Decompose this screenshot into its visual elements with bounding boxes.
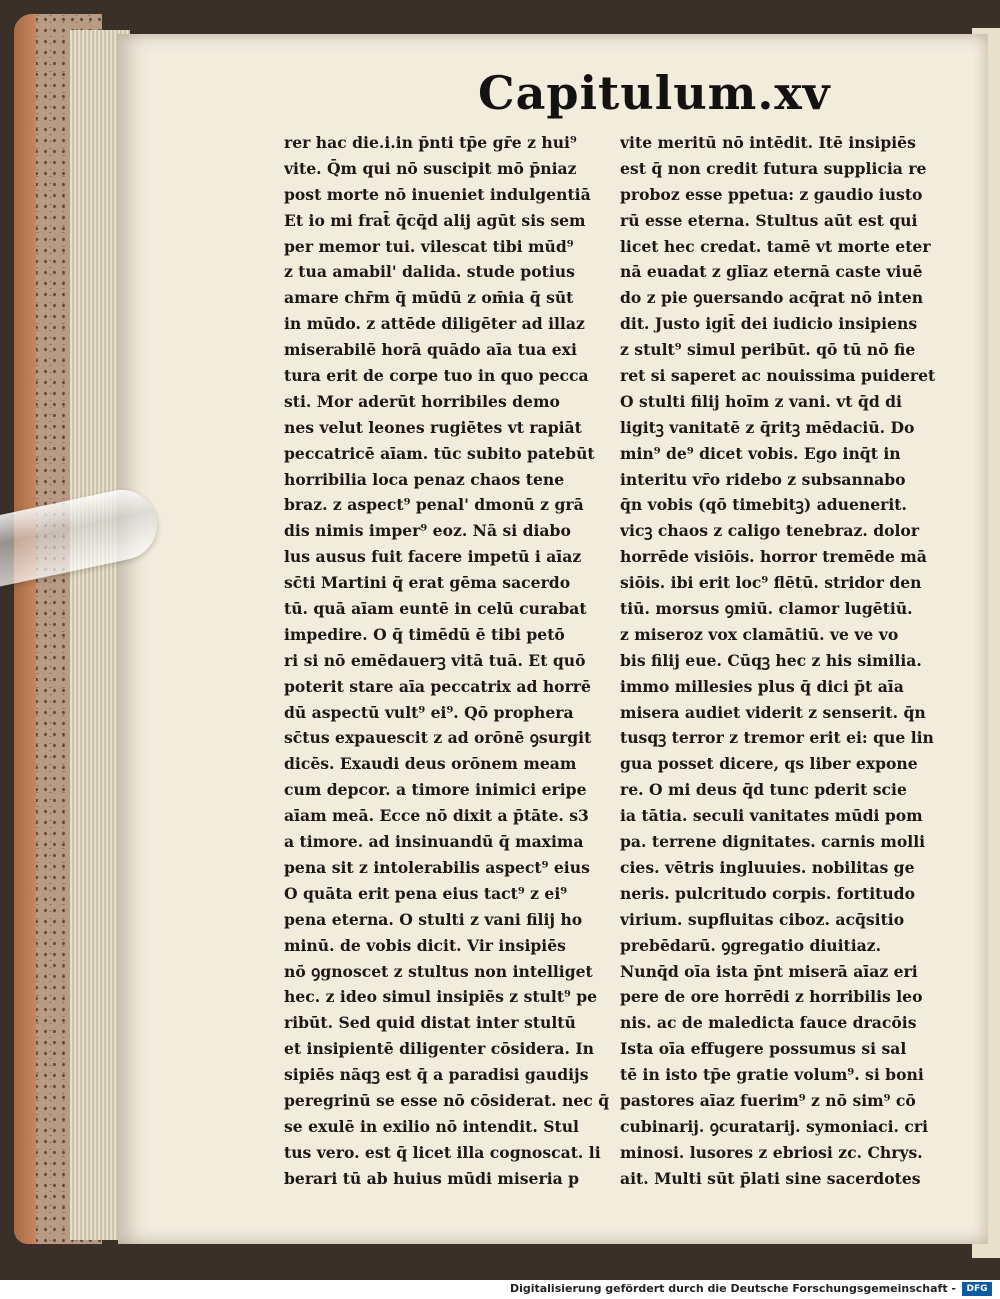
text-line: tē in isto tp̄e gratie volum⁹. si boni <box>620 1065 924 1085</box>
text-line: proboz esse ppetua: z gaudio iusto <box>620 184 923 204</box>
text-line: rer hac die.i.in p̄nti tp̄e gr̄e z hui⁹ <box>284 133 577 152</box>
text-line: tusqꝫ terror z tremor erit ei: que lin <box>620 728 934 748</box>
text-line: ia tātia. seculi vanitates mūdi pom <box>620 806 923 826</box>
text-line: O quāta erit pena eius tact⁹ z ei⁹ <box>284 883 568 903</box>
text-line: cies. vētris ingluuies. nobilitas ge <box>620 857 915 877</box>
text-line: pena sit z intolerabilis aspect⁹ eius <box>284 857 590 877</box>
text-line: cum depcor. a timore inimici eripe <box>284 780 587 800</box>
text-line: sc̄tus expauescit z ad orōnē ꝯsurgit <box>284 728 592 748</box>
text-line: dit. Justo igit̄ dei iudicio insipiens <box>620 314 918 334</box>
text-line: ribūt. Sed quid distat inter stultū <box>284 1013 576 1033</box>
text-line: miserabilē horā quādo aīa tua exi <box>284 340 577 360</box>
text-line: O stulti filij hoīm z vani. vt q̄d di <box>620 391 902 411</box>
book-spine-edge <box>14 14 36 1244</box>
text-line: lus ausus fuit facere impetū i aīaz <box>284 547 582 567</box>
text-line: siōis. ibi erit loc⁹ flētū. stridor den <box>620 573 922 593</box>
text-line: vicꝫ chaos z caligo tenebraz. dolor <box>620 521 920 541</box>
text-line: minosi. lusores z ebriosi zc. Chrys. <box>620 1142 923 1162</box>
text-line: nes velut leones rugiētes vt rapiāt <box>284 417 582 437</box>
text-line: min⁹ de⁹ dicet vobis. Ego inq̄t in <box>620 443 901 463</box>
text-line: pena eterna. O stulti z vani filij ho <box>284 909 583 929</box>
text-line: misera audiet viderit z senserit. q̄n <box>620 702 926 722</box>
text-line: tura erit de corpe tuo in quo pecca <box>284 366 589 386</box>
text-line: tus vero. est q̄ licet illa cognoscat. li <box>284 1142 601 1162</box>
text-line: rū esse eterna. Stultus aūt est qui <box>620 210 918 230</box>
text-line: Et io mi frat̄ q̄cq̄d alij agūt sis sem <box>284 210 586 230</box>
text-line: ait. Multi sūt p̄lati sine sacerdotes <box>620 1168 921 1188</box>
text-line: vite. Q̄m qui nō suscipit mō p̄niaz <box>284 158 577 178</box>
text-line: pere de ore horrēdi z horribilis leo <box>620 987 923 1007</box>
text-line: a timore. ad insinuandū q̄ maxima <box>284 832 584 852</box>
text-line: virium. supfluitas ciboz. acq̄sitio <box>620 909 905 929</box>
text-line: pa. terrene dignitates. carnis molli <box>620 832 926 852</box>
text-line: z tua amabil' dalida. stude potius <box>284 262 575 282</box>
text-line: dū aspectū vult⁹ ei⁹. Qō prophera <box>284 702 574 722</box>
footer-bar <box>0 1280 1000 1299</box>
text-line: peregrinū se esse nō cōsiderat. nec q̄ <box>284 1090 610 1110</box>
text-line: vite meritū nō intēdit. Itē insipiēs <box>620 133 916 152</box>
text-line: do z pie ꝯuersando acq̄rat nō inten <box>620 288 924 308</box>
text-line: cubinarij. ꝯcuratarij. symoniaci. cri <box>620 1116 929 1136</box>
text-line: interitu vr̄o ridebo z subsannabo <box>620 469 906 489</box>
text-line: bis filij eue. Cūqꝫ hec z his similia. <box>620 650 922 670</box>
text-line: est q̄ non credit futura supplicia re <box>620 158 927 178</box>
text-line: tiū. morsus ꝯmiū. clamor lugētiū. <box>620 599 913 619</box>
text-line: per memor tui. vilescat tibi mūd⁹ <box>284 236 574 256</box>
text-line: z miseroz vox clamātiū. ve ve vo <box>620 624 899 644</box>
text-line: nō ꝯgnoscet z stultus non intelliget <box>284 961 593 981</box>
text-line: ret si saperet ac nouissima puideret <box>620 366 936 386</box>
text-line: minū. de vobis dicit. Vir insipiēs <box>284 935 566 955</box>
text-line: aīam meā. Ecce nō dixit a p̄tāte. s3 <box>284 806 589 826</box>
text-line: et insipientē diligenter cōsidera. In <box>284 1039 594 1059</box>
text-line: gua posset dicere, qs liber expone <box>620 754 918 774</box>
text-line: re. O mi deus q̄d tunc pderit scie <box>620 780 907 800</box>
text-line: neris. pulcritudo corpis. fortitudo <box>620 883 915 903</box>
text-line: horribilia loca penaz chaos tene <box>284 469 565 489</box>
text-line: dis nimis imper⁹ eoz. Nā si diabo <box>284 521 571 541</box>
text-line: sipiēs nāqꝫ est q̄ a paradisi gaudijs <box>284 1065 589 1085</box>
dfg-logo-icon: DFG <box>962 1282 992 1296</box>
text-line: Ista oīa effugere possumus si sal <box>620 1039 907 1059</box>
text-line: nis. ac de maledicta fauce dracōis <box>620 1013 917 1033</box>
text-line: hec. z ideo simul insipiēs z stult⁹ pe <box>284 987 598 1007</box>
text-line: horrēde visiōis. horror tremēde mā <box>620 547 927 567</box>
text-line: q̄n vobis (qō timebitꝫ) aduenerit. <box>620 495 907 515</box>
text-line: nā euadat z glīaz eternā caste viuē <box>620 262 923 282</box>
text-line: z stult⁹ simul peribūt. qō tū nō fie <box>620 340 916 360</box>
text-column-left <box>284 130 618 1192</box>
text-line: tū. quā aīam euntē in celū curabat <box>284 599 587 619</box>
text-line: pastores aīaz fuerim⁹ z nō sim⁹ cō <box>620 1090 916 1110</box>
text-line: amare chr̄m q̄ mūdū z om̄ia q̄ sūt <box>284 288 574 308</box>
text-line: licet hec credat. tamē vt morte eter <box>620 236 931 256</box>
text-line: sc̄ti Martini q̄ erat gēma sacerdo <box>284 573 571 593</box>
text-line: berari tū ab huius mūdi miseria p <box>284 1168 580 1188</box>
text-line: Nunq̄d oīa ista p̄nt miserā aīaz eri <box>620 961 918 981</box>
text-line: ri si nō emēdauerꝫ vitā tuā. Et quō <box>284 650 586 670</box>
text-line: sti. Mor aderūt horribiles demo <box>284 391 560 411</box>
text-line: dicēs. Exaudi deus orōnem meam <box>284 754 577 774</box>
text-line: braz. z aspect⁹ penal' dmonū z grā <box>284 495 584 515</box>
text-line: ligitꝫ vanitatē z q̄ritꝫ mēdaciū. Do <box>620 417 915 437</box>
text-line: impedire. O q̄ timēdū ē tibi petō <box>284 624 565 644</box>
text-line: post morte nō inueniet indulgentiā <box>284 184 591 204</box>
text-line: in mūdo. z attēde diligēter ad illaz <box>284 314 585 334</box>
chapter-heading: Capitulum.xv <box>478 66 831 120</box>
text-line: poterit stare aīa peccatrix ad horrē <box>284 676 591 696</box>
funding-credit: Digitalisierung gefördert durch die Deutsche Forschungsgemeinschaft - <box>509 1282 956 1295</box>
text-line: se exulē in exilio nō intendit. Stul <box>284 1116 579 1136</box>
text-line: prebēdarū. ꝯgregatio diuitiaz. <box>620 935 882 955</box>
text-line: peccatricē aīam. tūc subito patebūt <box>284 443 595 463</box>
text-line: immo millesies plus q̄ dici p̄t aīa <box>620 676 904 696</box>
text-column-right <box>620 130 942 1192</box>
